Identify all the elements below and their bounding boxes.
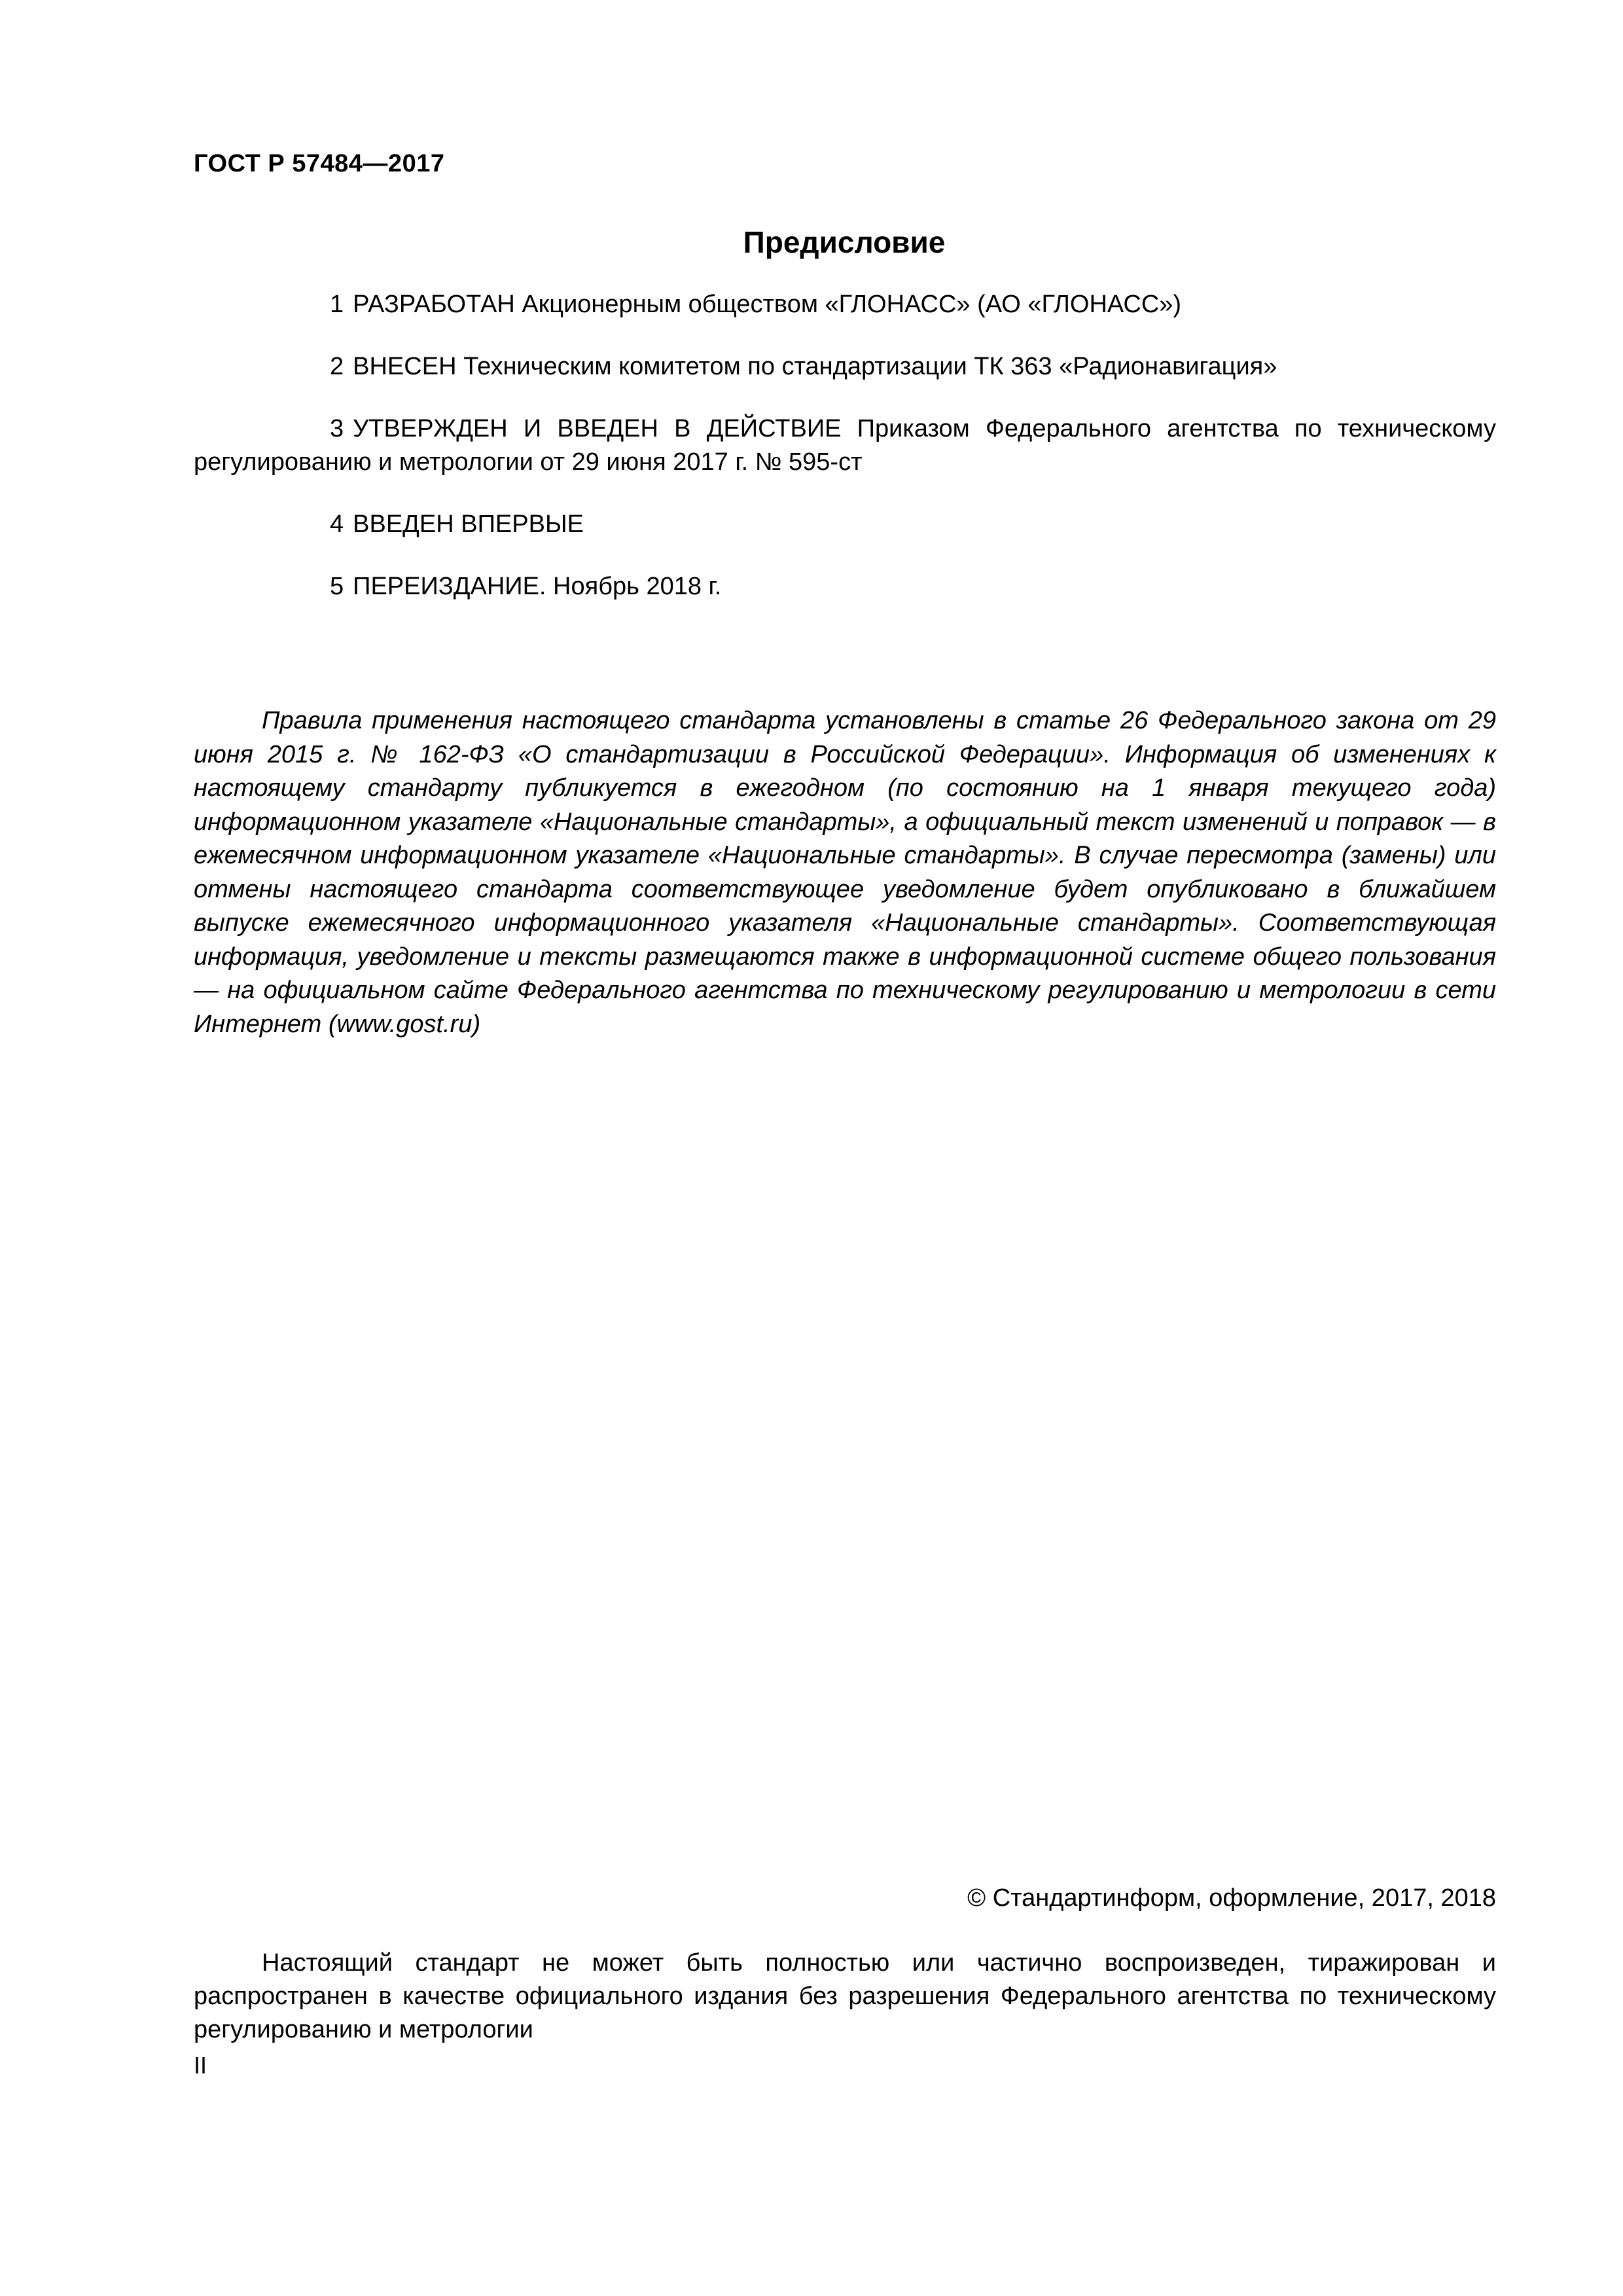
preface-item bbox=[194, 508, 1496, 541]
copyright-line: © Стандартинформ, оформление, 2017, 2018 bbox=[967, 1884, 1496, 1912]
preface-item-number: 2 bbox=[330, 353, 344, 380]
preface-item-text: УТВЕРЖДЕН И ВВЕДЕН В ДЕЙСТВИЕ Приказом Федерального агентства по техническому регулированию и метрологии от 29 июня 2017 г. № 595-ст bbox=[194, 415, 1496, 476]
reproduction-notice: Настоящий стандарт не может быть полностью или частично воспроизведен, тиражирован и распространен в качестве официального издания без разрешения Федерального агентства по техническому регулированию и метрологии bbox=[194, 1949, 1496, 2043]
preface-item-text: ВВЕДЕН ВПЕРВЫЕ bbox=[353, 511, 584, 538]
preface-title: Предисловие bbox=[743, 225, 946, 259]
preface-item-text: ВНЕСЕН Техническим комитетом по стандартизации ТК 363 «Радионавигация» bbox=[353, 353, 1277, 380]
preface-item bbox=[194, 288, 1496, 321]
document-code: ГОСТ Р 57484—2017 bbox=[194, 150, 445, 177]
preface-item-text: РАЗРАБОТАН Акционерным обществом «ГЛОНАСС» (АО «ГЛОНАСС») bbox=[353, 291, 1182, 318]
preface-item-number: 4 bbox=[330, 511, 344, 538]
preface-item bbox=[194, 350, 1496, 384]
preface-item bbox=[194, 570, 1496, 603]
page-number: II bbox=[194, 2052, 207, 2079]
preface-item-number: 3 bbox=[330, 415, 344, 442]
preface-items bbox=[194, 288, 1496, 632]
application-rules-notice: Правила применения настоящего стандарта установлены в статье 26 Федерального закона от 29 июня 2015 г. № 162-ФЗ «О стандартизации в Российской Федерации». Информация об изменениях к настоящему стандарту публикуется в ежегодном (по состоянию на 1 января текущего года) информационном указателе «Национальные стандарты», а официальный текст изменений и поправок — в ежемесячном информационном указателе «Национальные стандарты». В случае пересмотра (замены) или отмены настоящего стандарта соответствующее уведомление будет опубликовано в ближайшем выпуске ежемесячного информационного указателя «Национальные стандарты». Соответствующая информация, уведомление и тексты размещаются также в информационной системе общего пользования — на официальном сайте Федерального агентства по техническому регулированию и метрологии в сети Интернет (www.gost.ru) bbox=[194, 707, 1496, 1038]
preface-item-number: 1 bbox=[330, 291, 344, 318]
preface-item bbox=[194, 412, 1496, 479]
preface-item-number: 5 bbox=[330, 573, 344, 600]
preface-item-text: ПЕРЕИЗДАНИЕ. Ноябрь 2018 г. bbox=[353, 573, 722, 600]
